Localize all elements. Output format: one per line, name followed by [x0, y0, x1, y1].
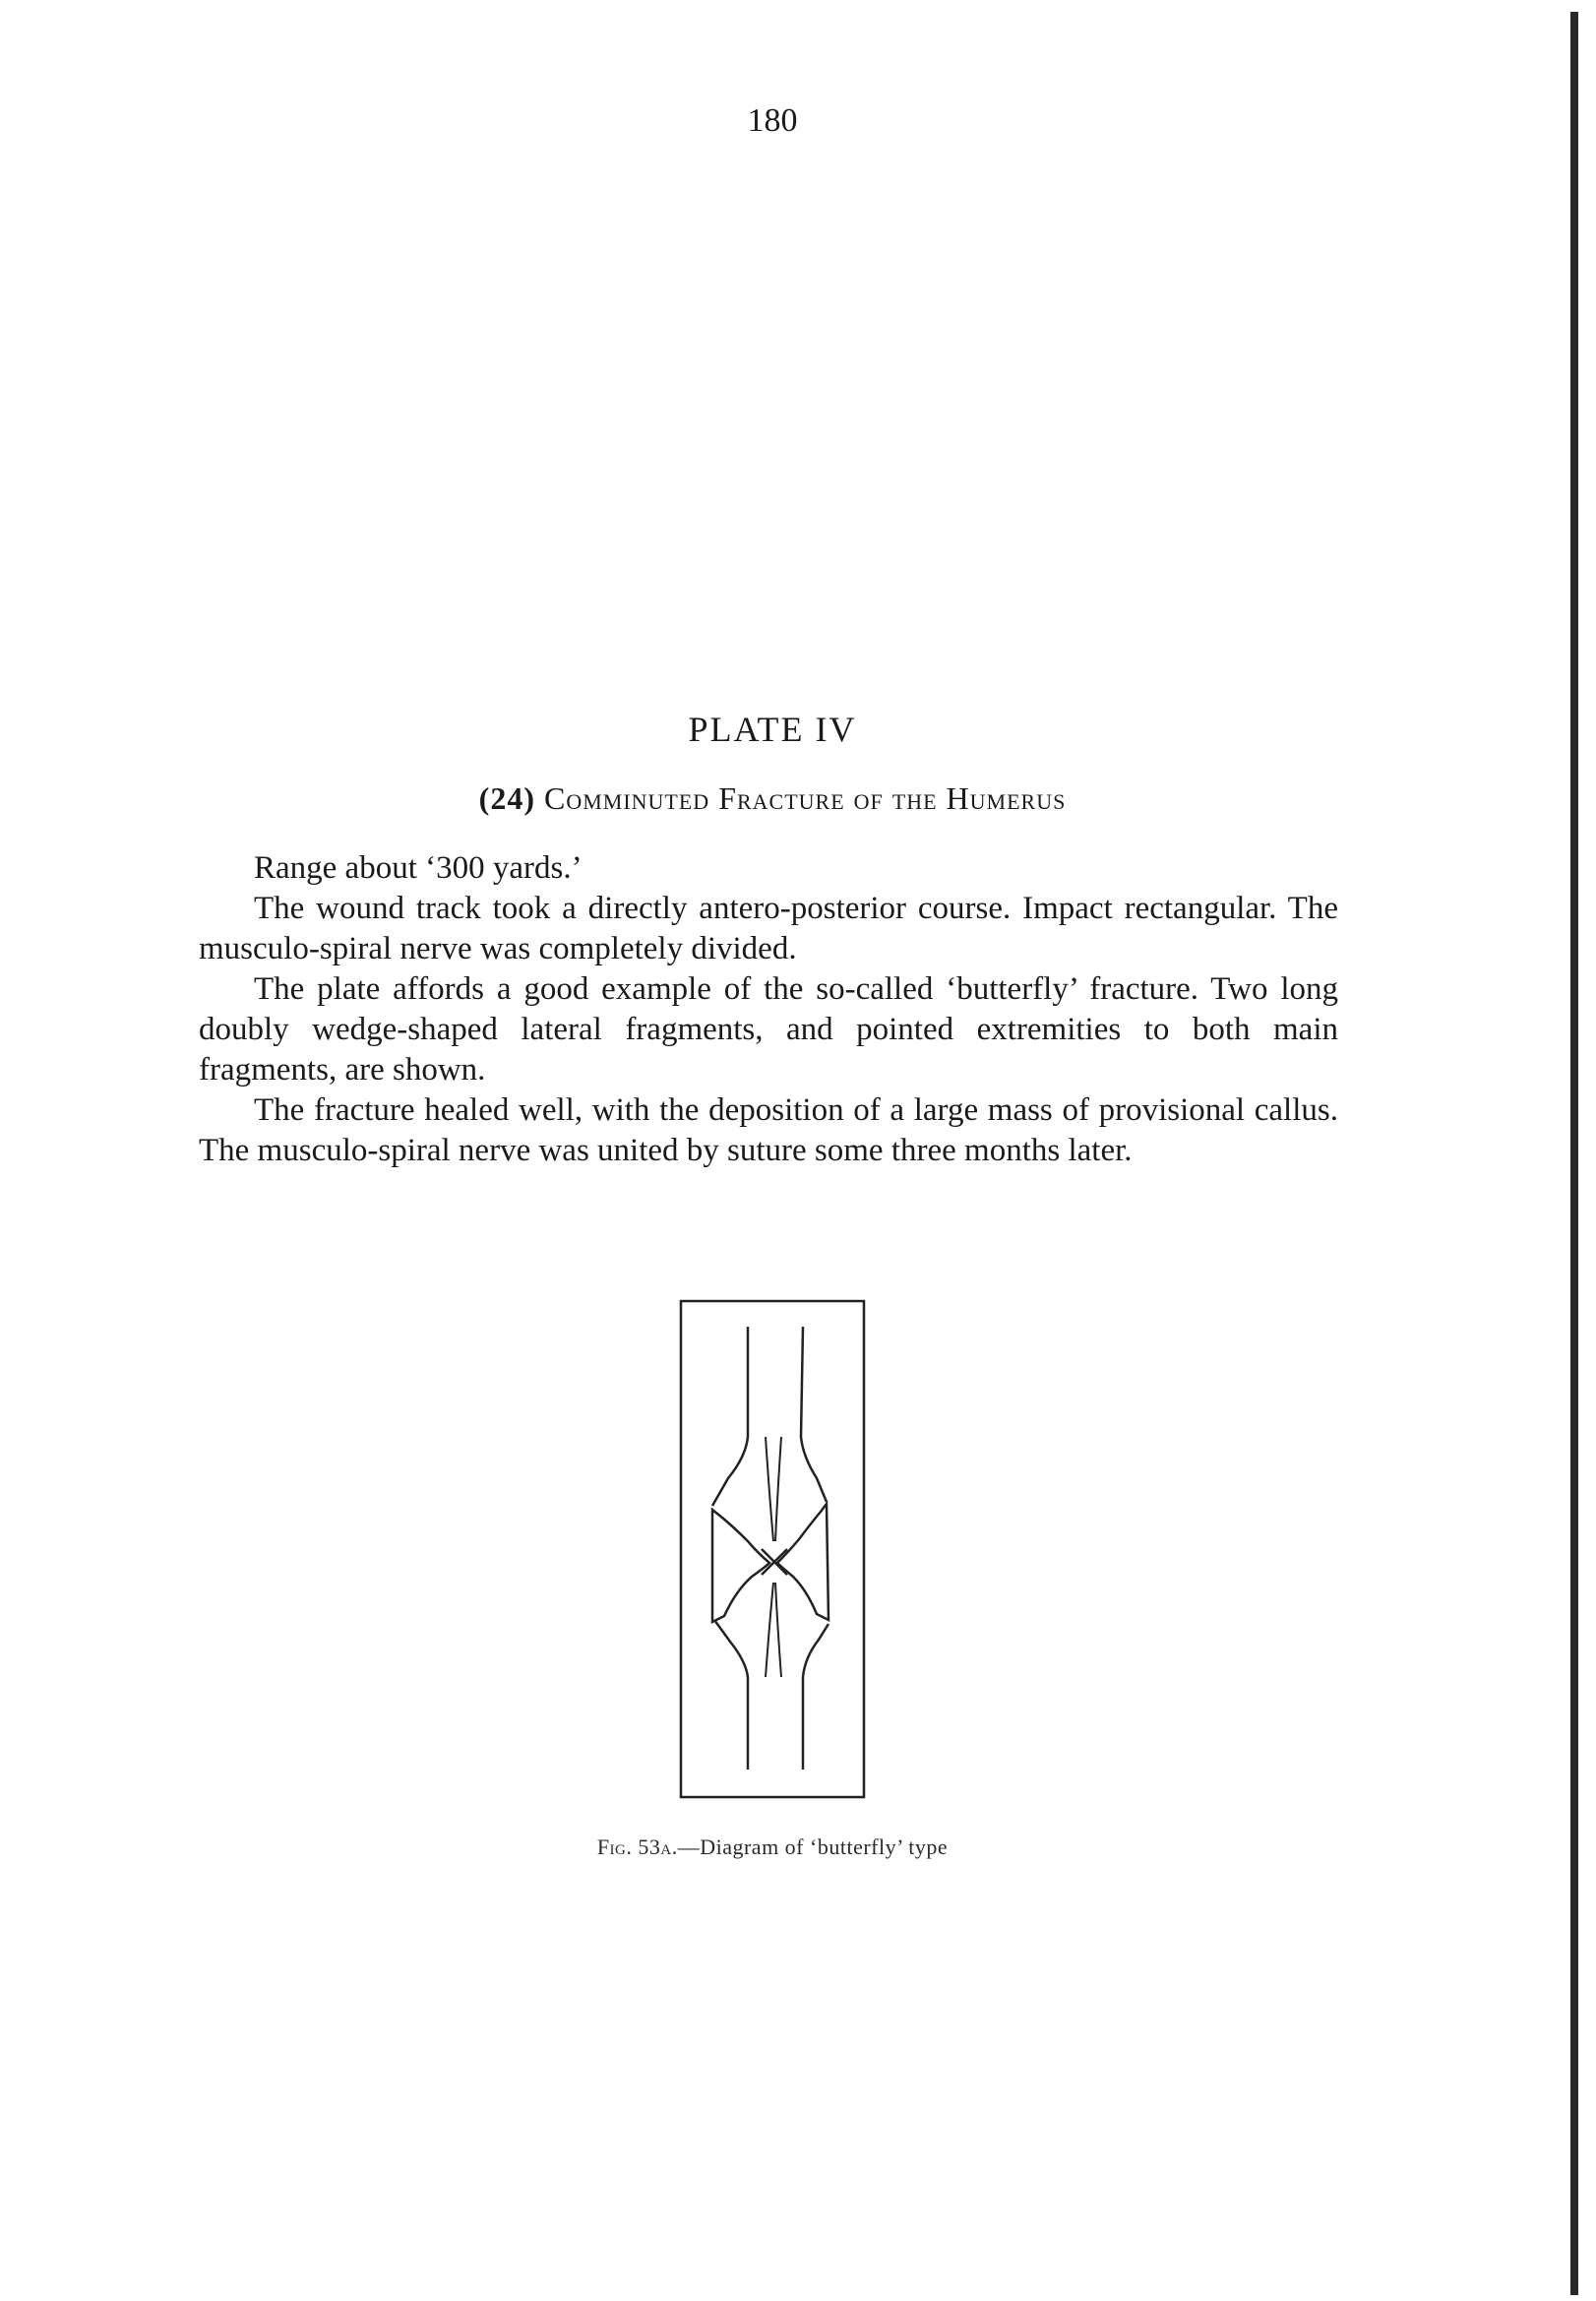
- diagram-svg: [679, 1299, 866, 1799]
- lower-inner-line: [766, 1583, 773, 1677]
- body-paragraph: The fracture healed well, with the deposition of a large mass of provisional callus. The musculo-spiral nerve was united by suture some three months later.: [199, 1092, 1338, 1168]
- figure-caption: [0, 1835, 1545, 1860]
- body-paragraph: The wound track took a directly antero-posterior course. Impact rectangular. The musculo-spiral nerve was completely divided.: [199, 891, 1338, 966]
- upper-inner-line-right: [775, 1437, 781, 1541]
- butterfly-fracture-diagram: [679, 1299, 866, 1799]
- figure-caption-text: —Diagram of ‘butterfly’ type: [677, 1835, 949, 1859]
- lower-left-shaft: [714, 1620, 748, 1770]
- body-paragraph: Range about ‘300 yards.’: [254, 850, 583, 886]
- diagram-frame: [681, 1301, 864, 1797]
- plate-subtitle-text: Comminuted Fracture of the Humerus: [543, 780, 1067, 816]
- upper-right-shaft: [801, 1327, 827, 1502]
- figure-caption-label: Fig. 53a.: [596, 1835, 678, 1859]
- lower-inner-line-right: [775, 1583, 781, 1677]
- plate-title: PLATE IV: [688, 710, 857, 749]
- body-text: [199, 848, 1338, 1171]
- page-binding-edge: [1570, 12, 1578, 2295]
- body-paragraph: The plate affords a good example of the so-called ‘butterfly’ fracture. Two long doubly wedge-shaped lateral fragments, and pointed extremities to both main fragments, are shown.: [199, 971, 1338, 1088]
- left-wedge-fragment: [712, 1510, 769, 1622]
- plate-subtitle: [0, 780, 1545, 817]
- lower-right-shaft: [803, 1624, 829, 1770]
- right-wedge-fragment: [777, 1504, 829, 1620]
- page-number: 180: [747, 102, 798, 139]
- upper-left-shaft: [712, 1327, 748, 1506]
- plate-subtitle-number: (24): [478, 780, 535, 816]
- upper-inner-line: [766, 1437, 773, 1541]
- fracture-cross: [762, 1549, 787, 1575]
